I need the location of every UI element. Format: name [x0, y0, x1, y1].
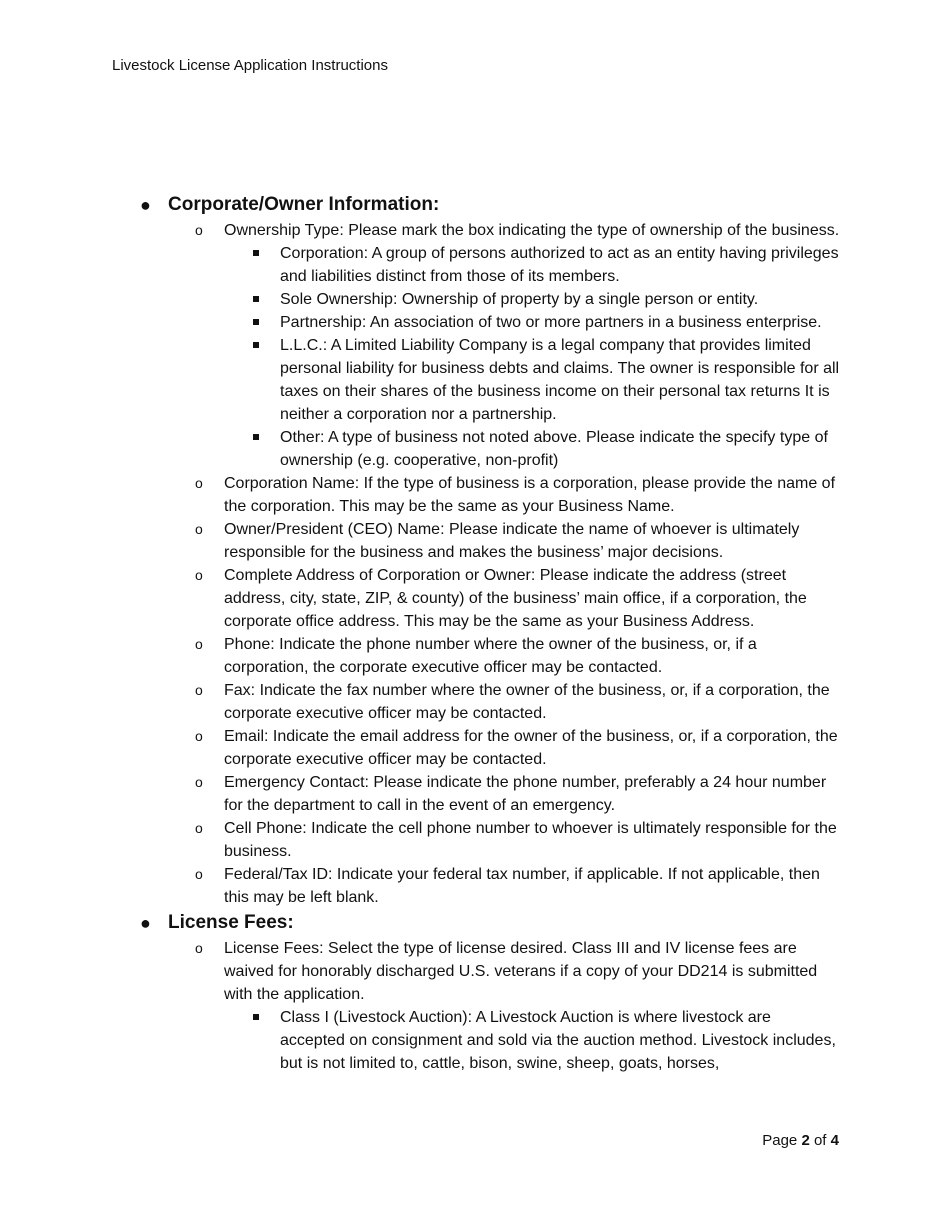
square-bullet-icon	[253, 1014, 259, 1020]
sub-list-item	[0, 1006, 840, 1075]
section-heading	[0, 911, 950, 935]
list-item-text: Email: Indicate the email address for the owner of the business, or, if a corporation, the corporate executive officer may be contacted.	[224, 728, 838, 768]
square-bullet-icon	[253, 434, 259, 440]
circle-bullet-icon: o	[195, 636, 203, 652]
circle-bullet-icon: o	[195, 222, 203, 238]
list-item-text: Ownership Type: Please mark the box indicating the type of ownership of the business.	[224, 222, 840, 239]
list-item	[0, 725, 840, 771]
circle-bullet-icon: o	[195, 567, 203, 583]
list-item	[0, 472, 840, 518]
list-item-text: Fax: Indicate the fax number where the owner of the business, or, if a corporation, the corporate executive officer may be contacted.	[224, 682, 830, 722]
of-label: of	[813, 1132, 827, 1149]
page-number	[762, 1132, 839, 1149]
section-heading-text: Corporate/Owner Information:	[168, 194, 440, 215]
sub-list-item-text: Partnership: An association of two or more partners in a business enterprise.	[280, 314, 822, 331]
list-item-text: Emergency Contact: Please indicate the phone number, preferably a 24 hour number for the department to call in the event of an emergency.	[224, 774, 827, 814]
list-item	[0, 937, 840, 1006]
bullet-icon: ●	[140, 913, 151, 933]
bullet-icon: ●	[140, 195, 151, 215]
list-item-text: Phone: Indicate the phone number where the owner of the business, or, if a corporation, the corporate executive officer may be contacted.	[224, 636, 757, 676]
circle-bullet-icon: o	[195, 774, 203, 790]
page-current: 2	[801, 1132, 810, 1149]
square-bullet-icon	[253, 250, 259, 256]
sub-list-item	[0, 334, 840, 426]
list-item	[0, 679, 840, 725]
list-item-text: License Fees: Select the type of license desired. Class III and IV license fees are waived for honorably discharged U.S. veterans if a copy of your DD214 is submitted with the application.	[224, 940, 818, 1003]
sub-list-item-text: Sole Ownership: Ownership of property by a single person or entity.	[280, 291, 759, 308]
sub-list-item-text: L.L.C.: A Limited Liability Company is a legal company that provides limited personal liability for business debts and claims. The owner is responsible for all taxes on their shares of the business income on their personal tax returns It is neither a corporation nor a partnership.	[280, 337, 840, 423]
list-item-text: Owner/President (CEO) Name: Please indicate the name of whoever is ultimately responsible for the business and makes the business’ major decisions.	[224, 521, 800, 561]
sub-list-item	[0, 288, 840, 311]
page-total: 4	[830, 1132, 839, 1149]
list-item-text: Complete Address of Corporation or Owner: Please indicate the address (street address, city, state, ZIP, & county) of the business’ main office, if a corporation, the corporate office address. This may be the same as your Business Address.	[224, 567, 807, 630]
list-item-text: Corporation Name: If the type of business is a corporation, please provide the name of the corporation. This may be the same as your Business Name.	[224, 475, 836, 515]
square-bullet-icon	[253, 319, 259, 325]
list-item-text: Federal/Tax ID: Indicate your federal tax number, if applicable. If not applicable, then this may be left blank.	[224, 866, 820, 906]
circle-bullet-icon: o	[195, 728, 203, 744]
circle-bullet-icon: o	[195, 682, 203, 698]
circle-bullet-icon: o	[195, 475, 203, 491]
circle-bullet-icon: o	[195, 940, 203, 956]
circle-bullet-icon: o	[195, 521, 203, 537]
list-item	[0, 863, 840, 909]
sub-list-item-text: Class I (Livestock Auction): A Livestock Auction is where livestock are accepted on consignment and sold via the auction method. Livestock includes, but is not limited to, cattle, bison, swine, sheep, goats, horses,	[280, 1009, 836, 1072]
section-heading	[0, 193, 950, 217]
document-body	[0, 193, 950, 1075]
list-item	[0, 817, 840, 863]
sub-list-item-text: Other: A type of business not noted above. Please indicate the specify type of ownership (e.g. cooperative, non-profit)	[280, 429, 828, 469]
page-label: Page	[762, 1132, 798, 1149]
sub-list-item-text: Corporation: A group of persons authorized to act as an entity having privileges and liabilities distinct from those of its members.	[280, 245, 839, 285]
square-bullet-icon	[253, 296, 259, 302]
square-bullet-icon	[253, 342, 259, 348]
sub-list-item	[0, 311, 840, 334]
sub-list-item	[0, 426, 840, 472]
list-item	[0, 564, 840, 633]
list-item	[0, 518, 840, 564]
section-heading-text: License Fees:	[168, 912, 294, 933]
circle-bullet-icon: o	[195, 820, 203, 836]
list-item	[0, 219, 840, 242]
sub-list-item	[0, 242, 840, 288]
list-item	[0, 633, 840, 679]
list-item-text: Cell Phone: Indicate the cell phone number to whoever is ultimately responsible for the business.	[224, 820, 837, 860]
running-header: Livestock License Application Instructions	[112, 57, 388, 74]
list-item	[0, 771, 840, 817]
circle-bullet-icon: o	[195, 866, 203, 882]
